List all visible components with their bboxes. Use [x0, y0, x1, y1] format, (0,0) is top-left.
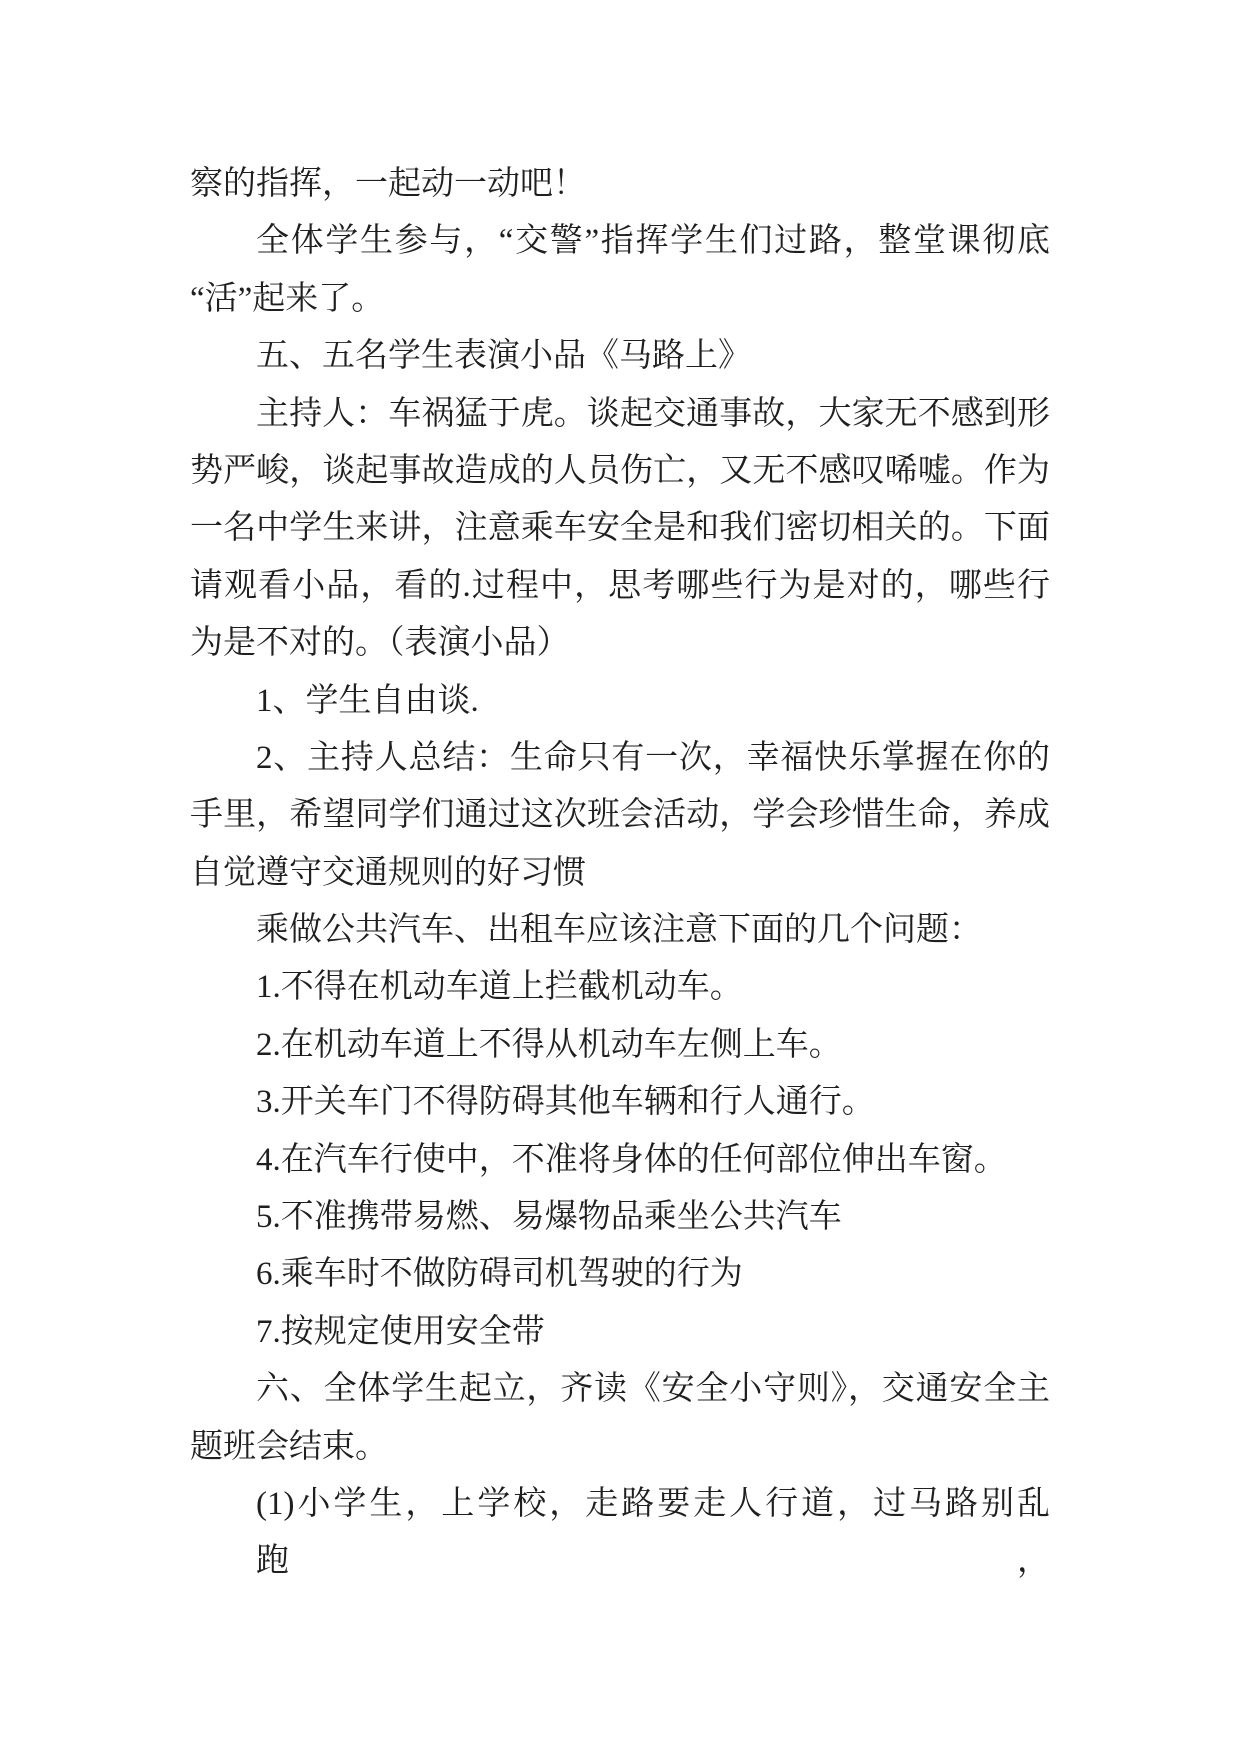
text-line: 7.按规定使用安全带	[256, 1313, 545, 1350]
text-line: 六、全体学生起立，齐读《安全小守则》，交通安全主	[256, 1371, 1050, 1408]
text-line: 全体学生参与，“交警”指挥学生们过路，整堂课彻底	[256, 223, 1050, 260]
text-line: 为是不对的。（表演小品）	[190, 625, 570, 662]
document-body	[190, 156, 1050, 1580]
text-line: (1)小学生，上学校，走路要走人行道，过马路别乱跑，	[256, 1485, 1050, 1580]
text-line: 手里，希望同学们通过这次班会活动，学会珍惜生命，养成	[190, 797, 1050, 834]
text-line: 6.乘车时不做防碍司机驾驶的行为	[256, 1256, 743, 1293]
text-line: 乘做公共汽车、出租车应该注意下面的几个问题：	[256, 912, 982, 949]
text-line: 请观看小品，看的.过程中，思考哪些行为是对的，哪些行	[190, 567, 1050, 604]
text-line: 3.开关车门不得防碍其他车辆和行人通行。	[256, 1084, 875, 1121]
text-line: 1.不得在机动车道上拦截机动车。	[256, 969, 743, 1006]
text-line: “活”起来了。	[190, 280, 385, 317]
text-line: 1、学生自由谈.	[256, 682, 479, 719]
text-line: 察的指挥，一起动一动吧！	[190, 166, 586, 202]
text-line: 5.不准携带易燃、易爆物品乘坐公共汽车	[256, 1199, 842, 1236]
text-line: 五、五名学生表演小品《马路上》	[256, 338, 751, 375]
text-line: 2.在机动车道上不得从机动车左侧上车。	[256, 1026, 842, 1063]
text-line: 势严峻，谈起事故造成的人员伤亡，又无不感叹唏嘘。作为	[190, 452, 1050, 489]
text-line: 题班会结束。	[190, 1428, 388, 1465]
text-line: 2、主持人总结：生命只有一次，幸福快乐掌握在你的	[256, 739, 1050, 776]
text-line: 一名中学生来讲，注意乘车安全是和我们密切相关的。下面	[190, 510, 1050, 547]
text-line: 4.在汽车行使中，不准将身体的任何部位伸出车窗。	[256, 1141, 1007, 1178]
text-line: 自觉遵守交通规则的好习惯	[190, 854, 586, 891]
text-line: 主持人：车祸猛于虎。谈起交通事故，大家无不感到形	[256, 395, 1050, 432]
